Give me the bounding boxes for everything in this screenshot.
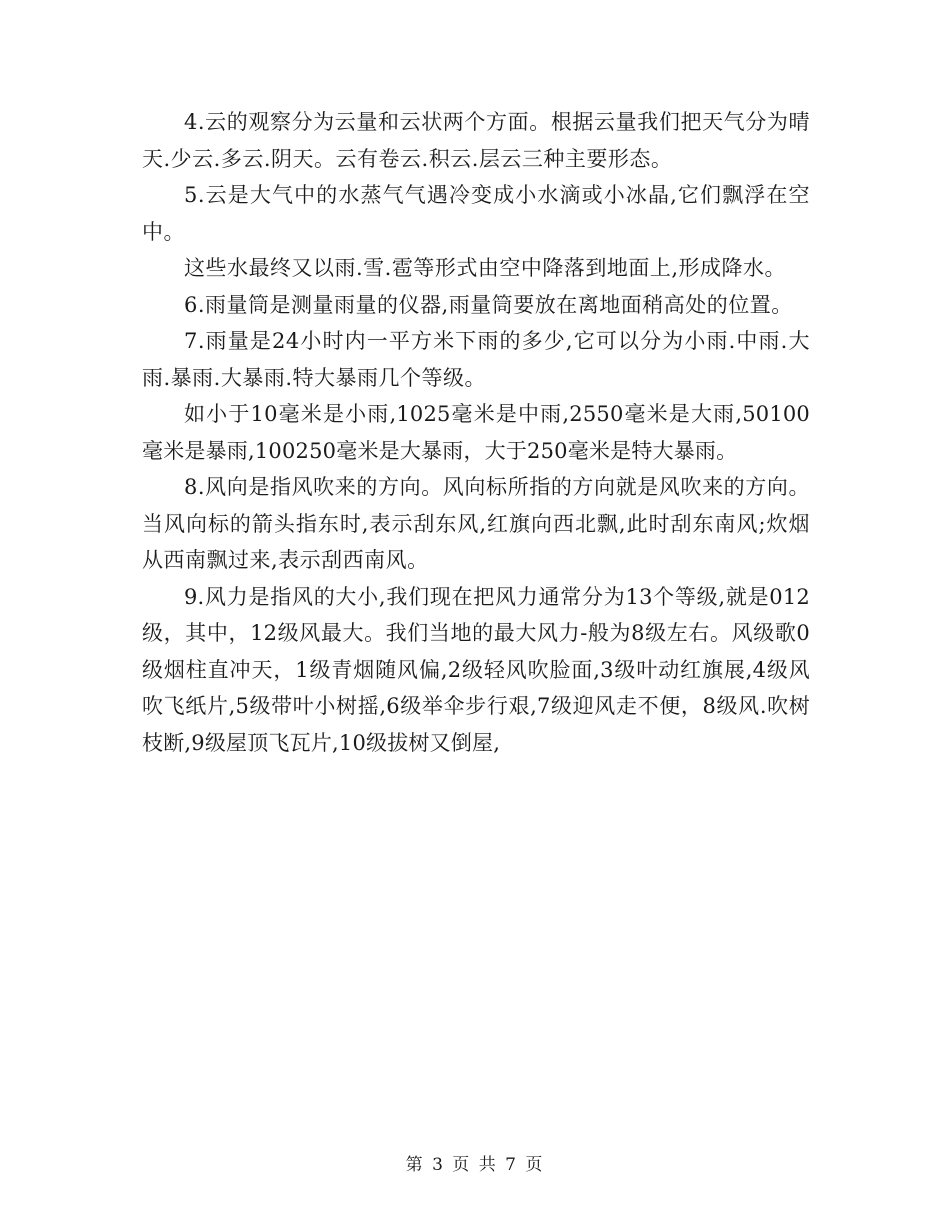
paragraph-rainfall-thresholds: 如小于10毫米是小雨,1025毫米是中雨,2550毫米是大雨,50100毫米是暴雨,100250毫米是大暴雨，大于250毫米是特大暴雨。 [142,402,810,463]
paragraph-rain-gauge: 6.雨量筒是测量雨量的仪器,雨量筒要放在离地面稍高处的位置。 [184,292,793,317]
paragraph-cloud-definition: 5.云是大气中的水蒸气气遇冷变成小水滴或小冰晶,它们飘浮在空中。 [142,183,810,244]
paragraph-precipitation: 这些水最终又以雨.雪.雹等形式由空中降落到地面上,形成降水。 [184,256,787,280]
document-body [142,104,810,761]
paragraph-cloud-observation: 4.云的观察分为云量和云状两个方面。根据云量我们把天气分为晴天.少云.多云.阴天。云有卷云.积云.层云三种主要形态。 [142,110,810,171]
page-number-footer: 第 3 页 共 7 页 [405,1155,545,1175]
paragraph-wind-force: 9.风力是指风的大小,我们现在把风力通常分为13个等级,就是012级，其中，12级风最大。我们当地的最大风力-般为8级左右。风级歌0级烟柱直冲天，1级青烟随风偏,2级轻风吹脸面,3级叶动红旗展,4级风吹飞纸片,5级带叶小树摇,6级举伞步行艰,7级迎风走不便，8级风.吹树枝断,9级屋顶飞瓦片,10级拔树又倒屋, [142,584,810,755]
paragraph-rainfall-levels: 7.雨量是24小时内一平方米下雨的多少,它可以分为小雨.中雨.大雨.暴雨.大暴雨.特大暴雨几个等级。 [142,329,810,390]
paragraph-wind-direction: 8.风向是指风吹来的方向。风向标所指的方向就是风吹来的方向。当风向标的箭头指东时,表示刮东风,红旗向西北飘,此时刮东南风;炊烟从西南飘过来,表示刮西南风。 [142,475,810,572]
